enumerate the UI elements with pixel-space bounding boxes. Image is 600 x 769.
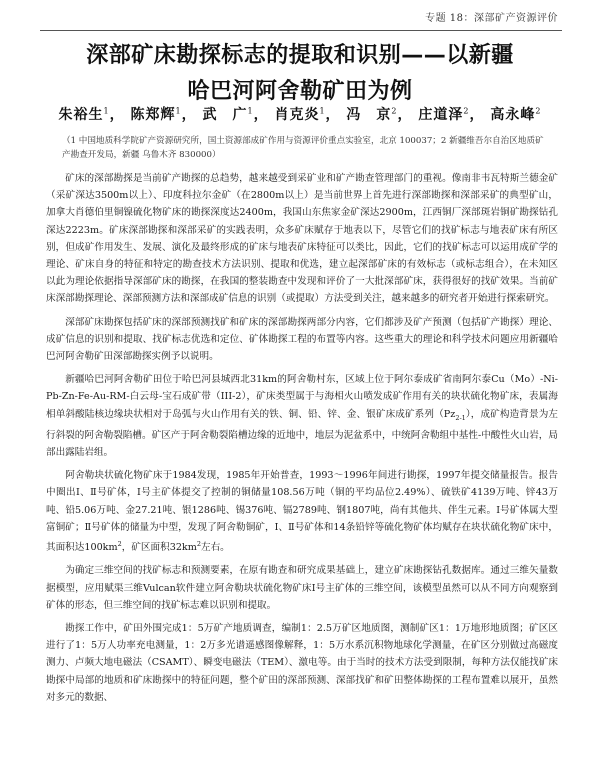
header-rule (40, 30, 562, 31)
paragraph-1: 矿床的深部勘探是当前矿产勘探的总趋势，越来越受到采矿业和矿产勘查管理部门的重视。像南非韦瓦特斯兰德金矿（采矿深达3500m以上）、印度科拉尔金矿（在2800m以上）是当前世界上首先进行深部勘探和深部采矿的典型矿山，加拿大肖德伯里铜镍硫化物矿床的勘探深度达2400m，我国山东焦家金矿深达2900m，江西铜厂深部斑岩铜矿勘探钻孔深达2223m。矿床深部勘探和深部采矿的实践表明，众多矿床赋存于地表以下，尽管它们的找矿标志与地表矿床有所区别，但成矿作用发生、发展、演化及最终形成的矿床与地表矿床特征可以类比，因此，它们的找矿标志可以运用成矿学的理论、矿床自身的特征和特定的勘查技术方法识别、提取和优选，建立起深部矿床的有效标志（或标志组合），在未知区以此为理论依据指导深部矿床的勘探，在我国的整装勘查中发现和评价了一大批深部矿床，获得很好的找矿效果。当前矿床深部勘探理论、深部预测方法和深部成矿信息的识别（或提取）方法受到关注，越来越多的研究者开始进行探索研究。 (46, 173, 558, 305)
author: 武 广$^1$， (202, 106, 269, 123)
author: 冯 京$^2$， (346, 106, 413, 123)
body-text (46, 170, 558, 712)
author: 高永峰$^2$ (490, 106, 542, 123)
paragraph-4: 阿舍勒块状硫化物矿床于1984发现，1985年开始普查，1993～1996年间进行勘探，1997年提交储量报告。报告中圈出Ⅰ、Ⅱ号矿体，Ⅰ号主矿体提交了控制的铜储量108.56万吨（铜的平均品位2.49%）、硫铁矿4139万吨、锌43万吨、铅5.06万吨、金27.21吨、银1286吨、锡376吨、镉2789吨、钢1807吨，尚有其他共、伴生元素。Ⅰ号矿体属大型富铜矿；Ⅱ号矿体的储量为中型，发现了阿舍勒铜矿，Ⅰ、Ⅱ号矿体和14条铅锌等硫化物矿体均赋存在块状硫化物矿床中，其面积达$100km^2$，矿区面积$32km^2$左右。 (46, 470, 558, 554)
author: 朱裕生$^1$， (58, 106, 125, 123)
affiliation: （1 中国地质科学院矿产资源研究所，国土资源部成矿作用与资源评价重点实验室，北京 100037；2 新疆维吾尔自治区地质矿产勘查开发局，新疆 乌鲁木齐 830000） (62, 136, 544, 160)
author: 陈郑辉$^1$， (130, 106, 197, 123)
title-line-1: 深部矿床勘探标志的提取和识别——以新疆 (86, 43, 514, 68)
paragraph-2: 深部矿床勘探包括矿床的深部预测找矿和矿床的深部勘探两部分内容，它们都涉及矿产预测（包括矿产勘探）理论、成矿信息的识别和提取、找矿标志优选和定位、矿体勘探工程的布置等内容。这些重大的理论和科学技术问题应用新疆哈巴河阿舍勒矿田深部勘探实例予以说明。 (46, 316, 558, 363)
author: 庄道泽$^2$， (418, 106, 485, 123)
running-head: 专题 18：深部矿产资源评价 (425, 13, 558, 24)
paper-title (20, 38, 580, 110)
title-line-2: 哈巴河阿舍勒矿田为例 (187, 79, 413, 104)
paragraph-5: 为确定三维空间的找矿标志和预测要素，在原有勘查和研究成果基础上，建立矿床勘探钻孔数据库。通过三维矢量数据模型，应用赋渠三维Vulcan软件建立阿舍勒块状硫化物矿床Ⅰ号主矿体的三维空间，该模型虽然可以从不同方向观察到矿体的形态，但三维空间的找矿标志难以识别和提取。 (46, 565, 558, 611)
author: 肖克炎$^1$， (274, 106, 341, 123)
author-list (40, 104, 560, 124)
paragraph-6: 勘探工作中，矿田外围完成1：5万矿产地质调查，编制1：2.5万矿区地质图，测制矿区1：1万地形地质图；矿区区进行了1：5万人功率充电测量，1：2万多光谱遥感图像解释，1：5万水系沉积物地球化学测量，在矿区分别做过高磁度测力、卢频大地电磁法（CSAMT）、瞬变电磁法（TEM）、激电等。由于当时的技术方法受到限制，每种方法仅能找矿床勘探中局部的地质和矿床勘探中的特征问题，整个矿田的深部预测、深部找矿和矿田整体勘探的工程布置难以展开，虽然对多元的数据、 (46, 622, 558, 703)
paragraph-3: 新疆哈巴河阿舍勒矿田位于哈巴河县城西北31km的阿舍勒村东，区域上位于阿尔泰成矿省南阿尔泰Cu（Mo）-Ni-Pb-Zn-Fe-Au-RM-白云母-宝石成矿带（III-2），矿床类型属于与海相火山喷发成矿作用有关的块状硫化物矿床，表属海相单斜酸陆核边缘块状相对于岛弧与火山作用有关的铁、铜、铅、锌、金、银矿床成矿系列$(Pz_{2-1})$，成矿构造背景为左行斜裂的阿舍勒裂陷槽。矿区产于阿舍勒裂陷槽边缘的近地中，地层为泥盆系中，中统阿舍勒组中基性-中酸性火山岩，局部出露陆岩组。 (46, 374, 559, 458)
